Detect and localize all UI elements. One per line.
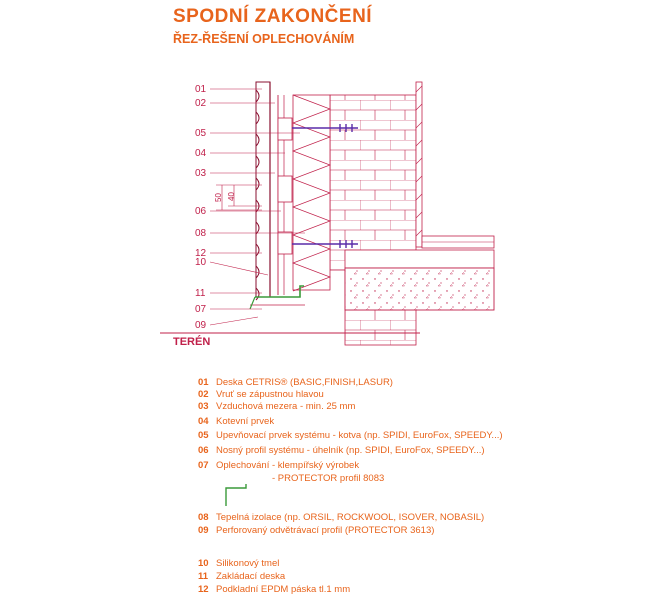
svg-text:Tepelná izolace (np. ORSIL, RO: Tepelná izolace (np. ORSIL, ROCKWOOL, ISOVER, NOBASIL) xyxy=(216,512,485,523)
dimension-50: 50 xyxy=(214,193,223,202)
svg-text:04: 04 xyxy=(198,416,209,427)
legend-item-04 xyxy=(198,416,274,427)
svg-text:11: 11 xyxy=(195,288,206,299)
legend-item-02 xyxy=(198,389,324,400)
terrain-label: TERÉN xyxy=(173,336,211,348)
legend-item-10 xyxy=(198,558,279,569)
drawing-subtitle: ŘEZ-ŘEŠENÍ OPLECHOVÁNÍM xyxy=(173,32,355,46)
legend-item-08 xyxy=(198,512,484,523)
concrete-slab xyxy=(345,268,494,310)
callout-09 xyxy=(195,317,258,331)
svg-text:08: 08 xyxy=(195,228,207,239)
svg-text:02: 02 xyxy=(195,98,207,109)
drawing-title: SPODNÍ ZAKONČENÍ xyxy=(173,6,373,27)
svg-text:Oplechování - klempířský výrob: Oplechování - klempířský výrobek xyxy=(216,460,360,471)
svg-text:11: 11 xyxy=(198,571,209,582)
svg-text:02: 02 xyxy=(198,389,209,400)
svg-text:01: 01 xyxy=(198,377,209,388)
svg-text:- PROTECTOR profil 8083: - PROTECTOR profil 8083 xyxy=(272,473,385,484)
callout-11 xyxy=(195,288,262,299)
svg-text:05: 05 xyxy=(195,128,207,139)
svg-text:Upevňovací prvek systému - kot: Upevňovací prvek systému - kotva (np. SPIDI, EuroFox, SPEEDY...) xyxy=(216,430,503,441)
svg-text:10: 10 xyxy=(198,558,209,569)
svg-text:10: 10 xyxy=(195,257,207,268)
svg-text:Perforovaný odvětrávací profil: Perforovaný odvětrávací profil (PROTECTOR 3613) xyxy=(216,525,435,536)
legend-item-05 xyxy=(198,430,503,441)
svg-text:Deska CETRIS® (BASIC,FINISH,LA: Deska CETRIS® (BASIC,FINISH,LASUR) xyxy=(216,377,393,388)
dimension-40: 40 xyxy=(227,192,236,201)
legend-item-06 xyxy=(198,445,485,456)
svg-text:09: 09 xyxy=(198,525,209,536)
svg-text:Silikonový tmel: Silikonový tmel xyxy=(216,558,280,569)
svg-text:07: 07 xyxy=(198,460,209,471)
svg-text:Nosný profil systému - úhelník: Nosný profil systému - úhelník (np. SPIDI, EuroFox, SPEEDY...) xyxy=(216,445,485,456)
anchor-bracket-lower xyxy=(278,232,292,254)
svg-text:Vzduchová mezera - min. 25 mm: Vzduchová mezera - min. 25 mm xyxy=(216,401,356,412)
svg-text:01: 01 xyxy=(195,84,207,95)
svg-text:07: 07 xyxy=(195,304,207,315)
svg-text:08: 08 xyxy=(198,512,209,523)
svg-text:Zakládací deska: Zakládací deska xyxy=(216,571,286,582)
legend xyxy=(198,377,503,595)
svg-text:06: 06 xyxy=(195,206,207,217)
legend-item-07 xyxy=(198,460,359,471)
svg-text:06: 06 xyxy=(198,445,209,456)
legend-item-07-cont xyxy=(272,473,384,484)
legend-item-12 xyxy=(198,584,350,595)
svg-text:Kotevní prvek: Kotevní prvek xyxy=(216,416,275,427)
callout-01 xyxy=(195,84,262,95)
svg-text:03: 03 xyxy=(198,401,209,412)
legend-item-01 xyxy=(198,377,393,388)
legend-item-03 xyxy=(198,401,355,412)
svg-text:12: 12 xyxy=(195,248,207,259)
svg-text:Podkladní EPDM páska tl.1 mm: Podkladní EPDM páska tl.1 mm xyxy=(216,584,351,595)
flashing-pictogram xyxy=(226,484,246,506)
legend-item-11 xyxy=(198,571,286,582)
anchor-bracket xyxy=(278,118,292,140)
svg-text:Vruť se zápustnou hlavou: Vruť se zápustnou hlavou xyxy=(216,389,324,400)
svg-text:04: 04 xyxy=(195,148,207,159)
svg-text:05: 05 xyxy=(198,430,209,441)
svg-text:12: 12 xyxy=(198,584,209,595)
legend-item-09 xyxy=(198,525,434,536)
callout-04 xyxy=(195,148,285,159)
svg-text:03: 03 xyxy=(195,168,207,179)
svg-text:09: 09 xyxy=(195,320,207,331)
